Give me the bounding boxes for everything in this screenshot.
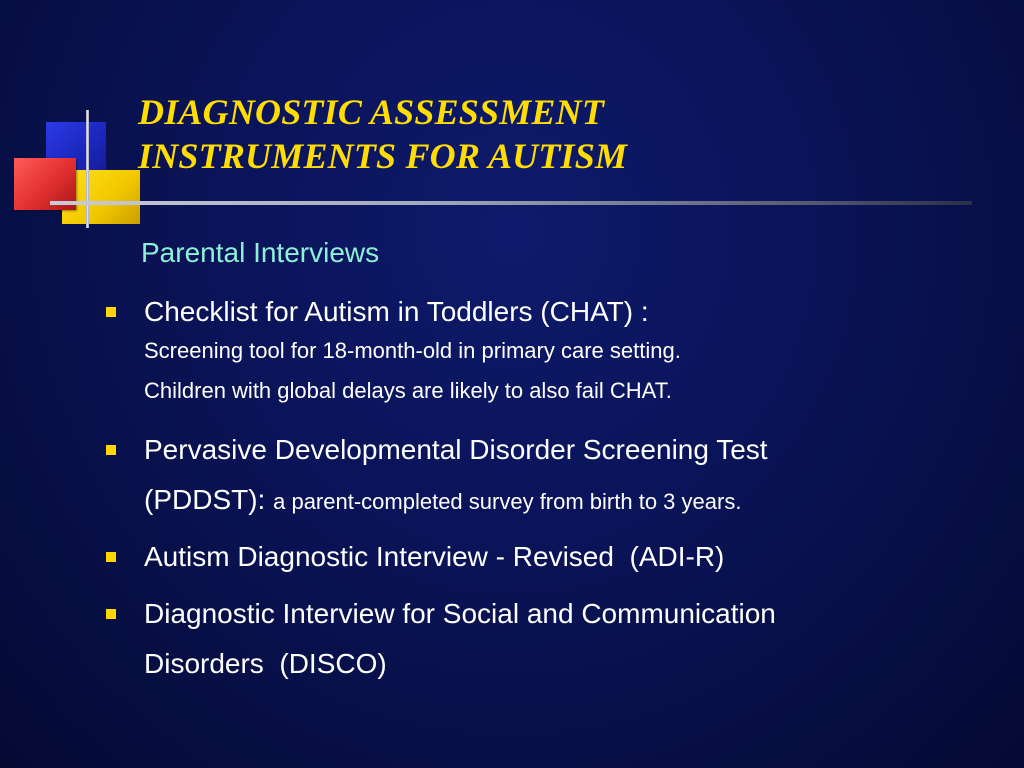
bullet-main-text: Diagnostic Interview for Social and Communication [144,598,776,629]
title-underline-rule [50,201,972,205]
bullet-main-text: Checklist for Autism in Toddlers (CHAT) : [144,296,649,327]
bullet-main-text: (PDDST): [144,484,266,515]
square-bullet-icon [106,307,116,317]
bullet-main-text: Disorders (DISCO) [144,648,387,679]
bullet-inline-note: a parent-completed survey from birth to 3 years. [273,489,742,514]
square-bullet-icon [106,445,116,455]
square-bullet-icon [106,609,116,619]
bullet-main-text: Autism Diagnostic Interview - Revised (ADI-R) [144,541,725,572]
bullet-sub-text: Screening tool for 18-month-old in primary care setting. [144,338,681,363]
square-bullet-icon [106,552,116,562]
bullet-main-text: Pervasive Developmental Disorder Screening Test [144,434,768,465]
vertical-rule-decoration [86,110,89,228]
slide-title-line1: DIAGNOSTIC ASSESSMENT [138,92,605,132]
slide-title-line2: INSTRUMENTS FOR AUTISM [138,136,628,176]
slide-subtitle: Parental Interviews [141,237,380,268]
slide-title [138,90,627,178]
bullet-sub-text: Children with global delays are likely to also fail CHAT. [144,378,672,403]
